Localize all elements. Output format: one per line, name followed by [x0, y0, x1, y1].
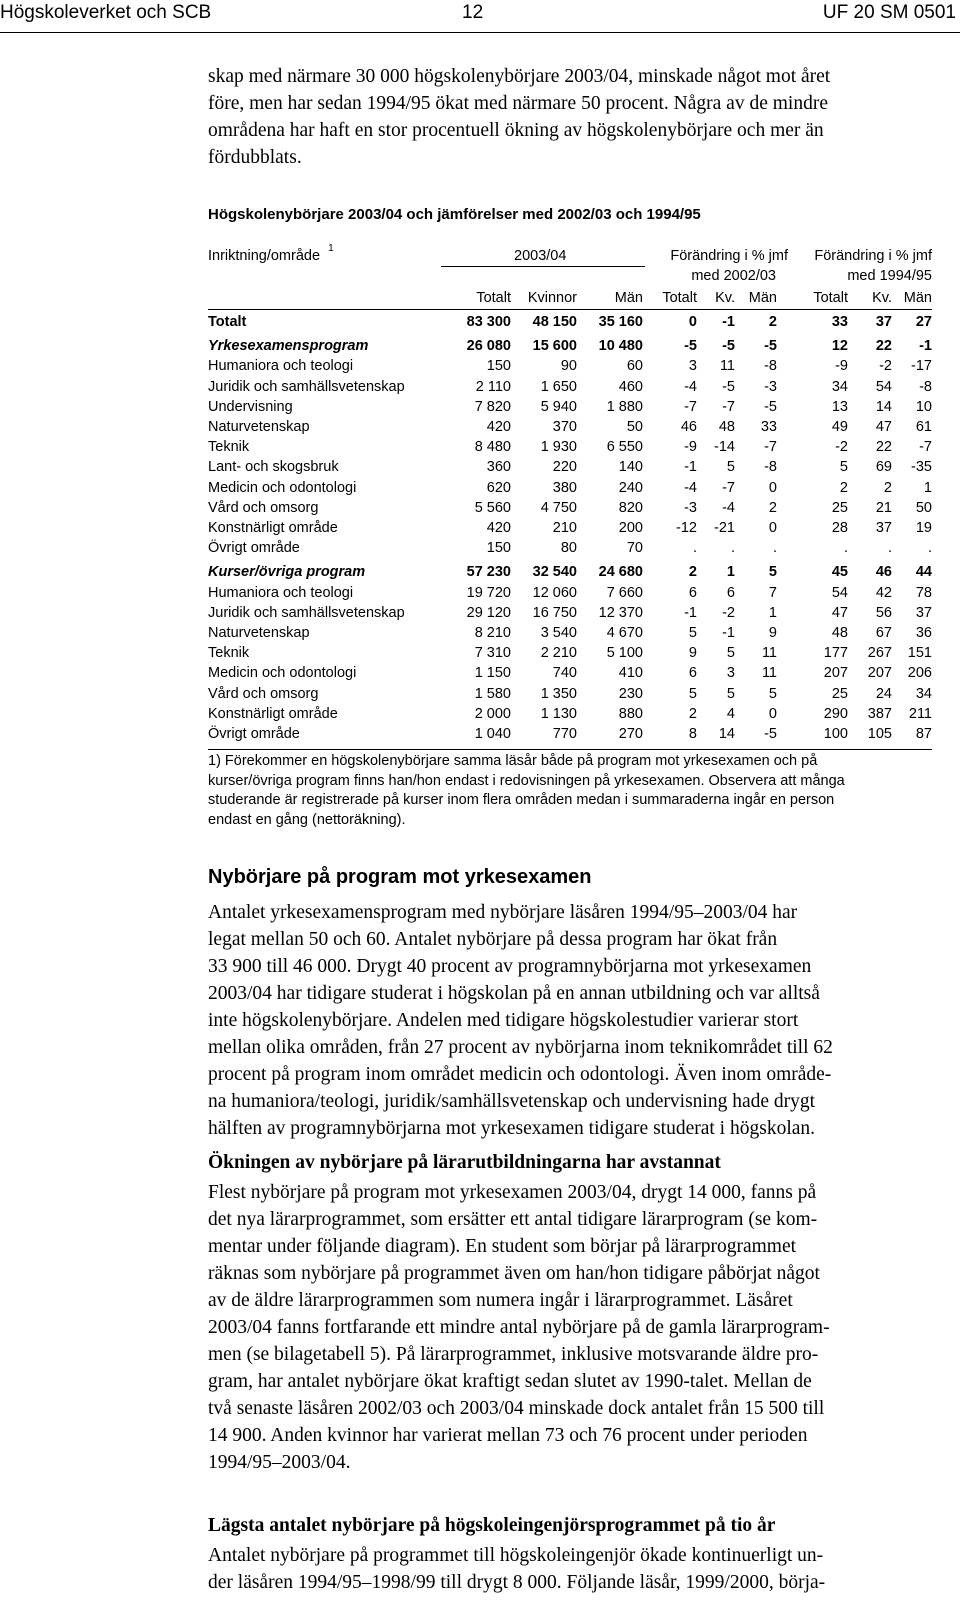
- table-cell: 34: [831, 378, 848, 395]
- table-cell: 19: [915, 520, 932, 536]
- table-cell: 48 150: [532, 314, 577, 330]
- table-bottom-rule: [208, 749, 932, 750]
- table-cell: 360: [486, 459, 511, 476]
- table-cell: 13: [831, 398, 848, 415]
- table-row: [208, 585, 932, 605]
- table-cell: 5 940: [540, 398, 577, 415]
- table-cell: 2: [883, 479, 892, 496]
- row-label: Humaniora och teologi: [208, 584, 354, 601]
- table-cell: 420: [486, 520, 511, 536]
- table-cell: -7: [764, 439, 777, 456]
- row-label: Konstnärligt område: [208, 705, 338, 722]
- table-cell: 15 600: [532, 338, 577, 355]
- subheader-cell: Män: [903, 290, 932, 306]
- group-header-change-1994-95-sub: med 1994/95: [847, 268, 932, 284]
- table-title: Högskolenybörjare 2003/04 och jämförelser med 2002/03 och 1994/95: [208, 206, 701, 223]
- table-cell: 150: [486, 358, 511, 375]
- table-cell: 620: [486, 479, 511, 496]
- header-rule: [0, 32, 960, 33]
- text-line: det nya lärarprogrammet, som ersätter ett antal tidigare lärarprogram (se kom-: [208, 1209, 818, 1230]
- footnote-marker: 1: [328, 243, 334, 254]
- table-cell: 22: [875, 338, 892, 355]
- table-row: [208, 645, 932, 665]
- table-cell: 49: [831, 419, 848, 435]
- table-cell: 54: [831, 584, 848, 601]
- table-cell: 54: [875, 378, 892, 395]
- table-cell: 0: [688, 314, 697, 330]
- table-cell: 45: [831, 564, 848, 581]
- row-label: Konstnärligt område: [208, 520, 338, 536]
- table-cell: 0: [768, 479, 777, 496]
- table-cell: -4: [684, 378, 697, 395]
- section1-paragraph: [208, 899, 928, 1142]
- table-row: [208, 358, 932, 378]
- table-cell: 80: [560, 540, 577, 557]
- table-cell: -5: [722, 378, 735, 395]
- table-cell: 87: [915, 726, 932, 742]
- table-cell: 47: [831, 604, 848, 621]
- table-row: [208, 520, 932, 540]
- table-cell: 770: [552, 726, 577, 742]
- subheader-cell: Kvinnor: [527, 290, 577, 306]
- table-cell: -2: [879, 358, 892, 375]
- table-cell: 210: [552, 520, 577, 536]
- table-cell: -5: [764, 398, 777, 415]
- text-line: skap med närmare 30 000 högskolenybörjare 2003/04, minskade något mot året: [208, 66, 831, 87]
- table-cell: 25: [831, 685, 848, 702]
- table-cell: 5: [839, 459, 848, 476]
- table-cell: 26 080: [466, 338, 511, 355]
- table-cell: 42: [875, 584, 892, 601]
- table-cell: 1 580: [474, 685, 511, 702]
- table-cell: 37: [875, 520, 892, 536]
- table-cell: 69: [875, 459, 892, 476]
- subheader-cell: Män: [614, 290, 643, 306]
- table-cell: 11: [761, 645, 777, 662]
- footnote-line: studerande är registrerade på kurser inom flera områden medan i summaraderna ingår en person: [208, 792, 835, 808]
- table-cell: -9: [835, 358, 848, 375]
- table-cell: 46: [875, 564, 892, 581]
- table-cell: 33: [831, 314, 848, 330]
- section-heading-yrkesexamen: Nybörjare på program mot yrkesexamen: [208, 866, 592, 888]
- text-line: två senaste läsåren 2002/03 och 2003/04 minskade dock antalet från 15 500 till: [208, 1398, 825, 1419]
- row-label: Juridik och samhällsvetenskap: [208, 604, 405, 621]
- table-cell: 11: [719, 358, 735, 375]
- subheader-cell: Totalt: [476, 290, 511, 306]
- table-cell: 6: [688, 665, 697, 682]
- text-line: procent på program inom området medicin och odontologi. Även inom områdе-: [208, 1064, 832, 1085]
- table-cell: 5: [688, 625, 697, 641]
- table-cell: 230: [618, 685, 643, 702]
- table-cell: 50: [626, 419, 643, 435]
- footnote-line: endast en gång (nettoräkning).: [208, 811, 406, 828]
- table-cell: .: [730, 540, 735, 557]
- table-cell: 206: [907, 665, 932, 682]
- row-label: Vård och omsorg: [208, 499, 319, 516]
- table-cell: 5 560: [474, 499, 511, 516]
- table-row: [208, 399, 932, 419]
- text-line: områdena har haft en stor procentuell ökning av högskolenybörjare och mer än: [208, 120, 824, 141]
- table-cell: -7: [722, 479, 735, 496]
- section3-paragraph: [208, 1542, 928, 1596]
- row-label: Undervisning: [208, 398, 293, 415]
- table-cell: -9: [684, 439, 697, 456]
- table-cell: 6: [726, 584, 735, 601]
- table-cell: 1: [726, 564, 735, 581]
- table-cell: 2: [839, 479, 848, 496]
- table-cell: 8 210: [474, 625, 511, 641]
- table-cell: 36: [915, 625, 932, 641]
- group-header-change-1994-95: Förändring i % jmf: [814, 248, 932, 264]
- table-cell: 7 820: [474, 398, 511, 415]
- table-row: [208, 338, 932, 358]
- table-cell: 32 540: [532, 564, 577, 581]
- table-cell: -5: [764, 726, 777, 742]
- table-row: [208, 459, 932, 479]
- row-label: Medicin och odontologi: [208, 665, 357, 682]
- table-cell: 740: [552, 665, 577, 682]
- table-cell: 0: [768, 705, 777, 722]
- table-cell: 2 000: [474, 705, 511, 722]
- table-cell: 3: [688, 358, 697, 375]
- table-cell: -1: [919, 338, 932, 355]
- subheader-cell: Kv.: [715, 290, 735, 306]
- table-cell: 5: [688, 685, 697, 702]
- table-cell: 5: [726, 685, 735, 702]
- table-cell: 5: [768, 564, 777, 581]
- table-cell: 19 720: [466, 584, 511, 601]
- table-cell: 24 680: [598, 564, 643, 581]
- table-cell: 1 130: [540, 705, 577, 722]
- header-bottom-rule: [208, 309, 932, 310]
- table-cell: 56: [875, 604, 892, 621]
- table-cell: 9: [688, 645, 697, 662]
- table-cell: 50: [915, 499, 932, 516]
- row-label: Medicin och odontologi: [208, 479, 357, 496]
- table-cell: -5: [684, 338, 697, 355]
- table-cell: 1: [768, 604, 777, 621]
- header-report-id: UF 20 SM 0501: [822, 2, 956, 23]
- table-cell: 4: [726, 705, 735, 722]
- table-cell: .: [887, 540, 892, 557]
- table-cell: 220: [552, 459, 577, 476]
- header-publisher: Högskoleverket och SCB: [0, 2, 212, 23]
- column-label: [208, 243, 334, 264]
- table-cell: 22: [875, 439, 892, 456]
- table-cell: 3 540: [540, 625, 577, 641]
- table-cell: 7 310: [474, 645, 511, 662]
- table-cell: 420: [486, 419, 511, 435]
- table-cell: 24: [875, 685, 892, 702]
- table-cell: 48: [831, 625, 848, 641]
- table-cell: 4 750: [540, 499, 577, 516]
- table-cell: -7: [919, 439, 932, 456]
- table-cell: -3: [684, 499, 697, 516]
- text-line: före, men har sedan 1994/95 ökat med närmare 50 procent. Några av de mindre: [208, 93, 828, 114]
- text-line: gram, har antalet nybörjare ökat kraftigt sedan slutet av 1990-talet. Mellan de: [208, 1371, 812, 1392]
- table-cell: -1: [684, 604, 697, 621]
- table-cell: 460: [618, 378, 643, 395]
- table-cell: 211: [908, 705, 932, 722]
- group-header-2003-04: 2003/04: [514, 248, 567, 264]
- table-cell: 90: [560, 358, 577, 375]
- text-line: mellan olika områden, från 27 procent av nybörjarna inom teknikområdet till 62: [208, 1037, 833, 1058]
- text-line: räknas som nybörjare på programmet även om han/hon tidigare påbörjat något: [208, 1263, 820, 1284]
- text-line: na humaniora/teologi, juridik/samhällsvetenskap och undervisning hade drygt: [208, 1091, 816, 1112]
- table-cell: 14: [718, 726, 735, 742]
- table-cell: 6 550: [606, 439, 643, 456]
- table-cell: 21: [875, 499, 892, 516]
- row-label: Naturvetenskap: [208, 419, 310, 435]
- table-cell: -1: [722, 625, 735, 641]
- row-label: Kurser/övriga program: [208, 564, 366, 581]
- text-line: fördubblats.: [208, 147, 302, 168]
- table-cell: 140: [618, 459, 643, 476]
- table-cell: 2: [688, 705, 697, 722]
- text-line: 33 900 till 46 000. Drygt 40 procent av programnybörjarna mot yrkesexamen: [208, 956, 812, 977]
- table-cell: 5: [768, 685, 777, 702]
- table-row: [208, 605, 932, 625]
- table-cell: -1: [722, 314, 735, 330]
- table-cell: 34: [915, 685, 932, 702]
- table-cell: .: [692, 540, 697, 557]
- table-cell: -14: [714, 439, 735, 456]
- table-cell: 14: [875, 398, 892, 415]
- table-cell: 44: [915, 564, 932, 581]
- text-line: av de äldre lärarprogrammen som numera ingår i lärarprogrammet. Läsåret: [208, 1290, 793, 1311]
- group-underline: [441, 266, 645, 267]
- row-label: Humaniora och teologi: [208, 358, 354, 375]
- table-cell: 7: [768, 584, 777, 601]
- row-label: Lant- och skogsbruk: [208, 459, 339, 476]
- table-cell: 290: [823, 705, 848, 722]
- table-cell: 207: [867, 665, 892, 682]
- row-label: Vård och omsorg: [208, 685, 319, 702]
- table-cell: 2: [768, 499, 777, 516]
- table-cell: 4 670: [606, 625, 643, 641]
- table-cell: 70: [626, 540, 643, 557]
- table-cell: -21: [714, 520, 735, 536]
- text-line: hälften av programnybörjarna mot yrkesexamen tidigare studerat i högskolan.: [208, 1118, 816, 1139]
- table-cell: 9: [768, 625, 777, 641]
- table-row: [208, 686, 932, 706]
- table-cell: 10 480: [598, 338, 643, 355]
- table-cell: 387: [867, 705, 892, 722]
- row-label: Totalt: [208, 314, 247, 330]
- table-cell: 12 060: [532, 584, 577, 601]
- table-cell: 2: [768, 314, 777, 330]
- table-cell: -5: [722, 338, 735, 355]
- table-cell: 370: [552, 419, 577, 435]
- table-cell: 880: [618, 705, 643, 722]
- table-cell: 2: [688, 564, 697, 581]
- table-row: [208, 439, 932, 459]
- text-line: inte högskolenybörjare. Andelen med tidigare högskolestudier varierar stort: [208, 1010, 799, 1031]
- subheader-cell: Totalt: [813, 290, 848, 306]
- table-row: [208, 480, 932, 500]
- text-line: Flest nybörjare på program mot yrkesexamen 2003/04, drygt 14 000, fanns på: [208, 1182, 817, 1203]
- table-cell: 270: [618, 726, 643, 742]
- table-cell: 1 880: [606, 398, 643, 415]
- table-cell: -5: [764, 338, 777, 355]
- footnote-line: kurser/övriga program finns han/hon endast i redovisningen på yrkesexamen. Observera att många: [208, 772, 845, 789]
- table-cell: -4: [722, 499, 735, 516]
- table-cell: -4: [684, 479, 697, 496]
- table-cell: 820: [618, 499, 643, 516]
- table-cell: .: [843, 540, 848, 557]
- table-cell: 33: [760, 419, 777, 435]
- table-cell: 47: [875, 419, 892, 435]
- table-cell: 67: [875, 625, 892, 641]
- table-cell: 150: [486, 540, 511, 557]
- table-cell: -7: [722, 398, 735, 415]
- text-line: Antalet yrkesexamensprogram med nybörjare läsåren 1994/95–2003/04 har: [208, 902, 798, 923]
- table-row: [208, 540, 932, 560]
- text-line: Antalet nybörjare på programmet till högskoleingenjör ökade kontinuerligt un-: [208, 1545, 824, 1566]
- text-line: men (se bilagetabell 5). På lärarprogrammet, inklusive motsvarande äldre pro-: [208, 1344, 819, 1365]
- row-label: Naturvetenskap: [208, 625, 310, 641]
- table-row: [208, 500, 932, 520]
- table-cell: 28: [831, 520, 848, 536]
- table-row: [208, 625, 932, 645]
- row-label: Juridik och samhällsvetenskap: [208, 378, 405, 395]
- group-header-change-2002-03-sub: med 2002/03: [691, 268, 776, 284]
- table-cell: 37: [875, 314, 892, 330]
- table-cell: 1 650: [540, 378, 577, 395]
- column-label-text: Inriktning/område: [208, 247, 321, 264]
- table-row: [208, 314, 932, 334]
- table-cell: 6: [688, 584, 697, 601]
- subheader-cell: Män: [748, 290, 777, 306]
- table-cell: 2 110: [475, 378, 511, 395]
- row-label: Yrkesexamensprogram: [208, 338, 369, 355]
- table-cell: 3: [726, 665, 735, 682]
- row-label: Övrigt område: [208, 726, 300, 742]
- table-row: [208, 564, 932, 584]
- table-cell: 27: [915, 314, 932, 330]
- table-row: [208, 379, 932, 399]
- table-cell: 12: [831, 338, 848, 355]
- table-row: [208, 665, 932, 685]
- group-header-change-2002-03: Förändring i % jmf: [670, 248, 788, 264]
- table-cell: 200: [618, 520, 643, 536]
- table-cell: 240: [618, 479, 643, 496]
- table-cell: 1 040: [474, 726, 511, 742]
- table-cell: 10: [915, 398, 932, 415]
- table-cell: 60: [626, 358, 643, 375]
- table-cell: -8: [919, 378, 932, 395]
- table-cell: 29 120: [466, 604, 511, 621]
- table-cell: -2: [835, 439, 848, 456]
- table-cell: -17: [911, 358, 932, 375]
- section2-paragraph: [208, 1179, 928, 1476]
- table-cell: 35 160: [598, 314, 643, 330]
- table-cell: 2 210: [540, 645, 577, 662]
- table-cell: 61: [915, 419, 932, 435]
- table-cell: 177: [823, 645, 848, 662]
- table-cell: 151: [907, 645, 932, 662]
- footnote-line: 1) Förekommer en högskolenybörjare samma läsår både på program mot yrkesexamen och på: [208, 753, 818, 769]
- table-cell: 16 750: [532, 604, 577, 621]
- text-line: mentar under följande diagram). En student som börjar på lärarprogrammet: [208, 1236, 797, 1257]
- section-heading-hogskoleingenjor: Lägsta antalet nybörjare på högskoleingenjörsprogrammet på tio år: [208, 1515, 776, 1536]
- table-cell: 105: [867, 726, 892, 742]
- table-cell: 8 480: [474, 439, 511, 456]
- table-cell: 57 230: [466, 564, 511, 581]
- text-line: 2003/04 fanns fortfarande ett mindre antal nybörjare på de gamla lärarprogram-: [208, 1317, 830, 1338]
- table-row: [208, 419, 932, 439]
- table-footnote: [208, 752, 938, 830]
- table-cell: 267: [867, 645, 892, 662]
- table-cell: 5: [726, 645, 735, 662]
- table-cell: 380: [552, 479, 577, 496]
- section-heading-lararutbildning: Ökningen av nybörjare på lärarutbildningarna har avstannat: [208, 1152, 721, 1173]
- table-cell: -1: [684, 459, 697, 476]
- table-cell: -12: [676, 520, 697, 536]
- text-line: 2003/04 har tidigare studerat i högskolan på en annan utbildning och var alltså: [208, 983, 820, 1004]
- text-line: 1994/95–2003/04.: [208, 1452, 351, 1473]
- table-row: [208, 726, 932, 746]
- subheader-row: [208, 290, 932, 310]
- table-cell: 5 100: [606, 645, 643, 662]
- table-cell: .: [927, 540, 932, 557]
- subheader-cell: Totalt: [662, 290, 697, 306]
- row-label: Teknik: [208, 645, 250, 662]
- page-header: [0, 0, 960, 34]
- table-cell: 410: [618, 665, 643, 682]
- text-line: legat mellan 50 och 60. Antalet nybörjare på dessa program har ökat från: [208, 929, 778, 950]
- table-cell: -35: [911, 459, 932, 476]
- row-label: Övrigt område: [208, 540, 300, 557]
- table-cell: 12 370: [598, 604, 643, 621]
- subheader-cell: Kv.: [872, 290, 892, 306]
- table-cell: 1 350: [540, 685, 577, 702]
- table-row: [208, 706, 932, 726]
- table-cell: 1 930: [540, 439, 577, 456]
- table-cell: 78: [915, 584, 932, 601]
- table-cell: -7: [684, 398, 697, 415]
- row-label: Teknik: [208, 439, 250, 456]
- text-line: der läsåren 1994/95–1998/99 till drygt 8 000. Följande läsår, 1999/2000, börja-: [208, 1572, 826, 1593]
- table-cell: 48: [718, 419, 735, 435]
- table-cell: 1 150: [474, 665, 511, 682]
- table-cell: 100: [823, 726, 848, 742]
- table-cell: -8: [764, 459, 777, 476]
- table-cell: -8: [764, 358, 777, 375]
- table-cell: 8: [688, 726, 697, 742]
- table-cell: 207: [823, 665, 848, 682]
- intro-paragraph: [208, 63, 928, 171]
- table-cell: 83 300: [466, 314, 511, 330]
- table-cell: 1: [923, 479, 932, 496]
- table-cell: 5: [726, 459, 735, 476]
- table-cell: .: [772, 540, 777, 557]
- table-cell: 25: [831, 499, 848, 516]
- header-page-number: 12: [462, 2, 484, 23]
- table-cell: 7 660: [606, 584, 643, 601]
- table-cell: 0: [768, 520, 777, 536]
- table-cell: 37: [915, 604, 932, 621]
- table-cell: 46: [680, 419, 697, 435]
- table-cell: 11: [761, 665, 777, 682]
- table-cell: -2: [722, 604, 735, 621]
- text-line: 14 900. Anden kvinnor har varierat mellan 73 och 76 procent under perioden: [208, 1425, 808, 1446]
- table-cell: -3: [764, 378, 777, 395]
